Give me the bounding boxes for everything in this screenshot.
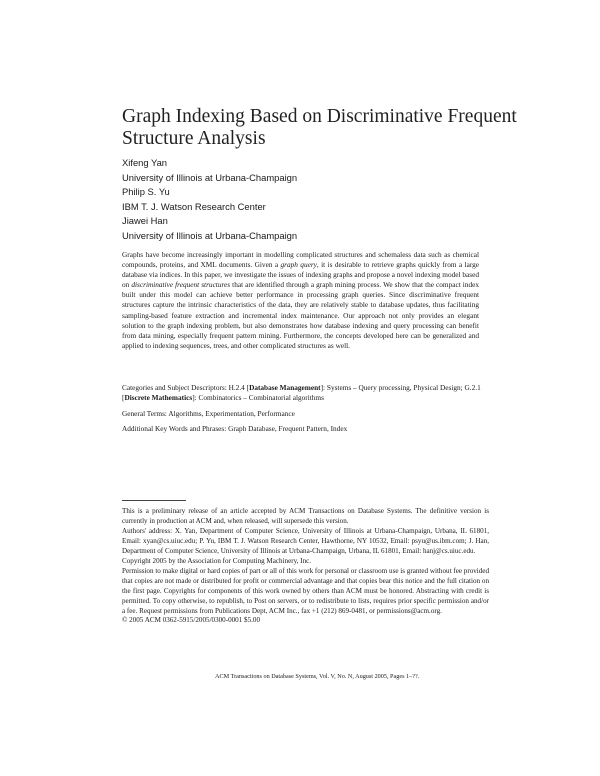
- author-name: Jiawei Han: [122, 215, 168, 227]
- author-name: Xifeng Yan: [122, 157, 168, 168]
- footnote-divider: [122, 500, 186, 501]
- running-footer: ACM Transactions on Database Systems, Vol. V, No. N, August 2005, Pages 1–??.: [215, 673, 420, 680]
- author-affiliation: University of Illinois at Urbana-Champaign: [122, 171, 298, 183]
- descriptor-text: ]: Combinatorics – Combinatorial algorithms: [192, 393, 324, 403]
- abstract-text: that are identified through a graph mining process. We show that the compact index built under this model can achieve better performance in processing graph queries. Since discriminative frequent structures capture the intrinsic characteristics of the data, they are relatively stable to database updates, thus facilitating sampling-based feature extraction and incremental index maintenance. Our approach not only provides an elegant solution to the graph indexing problem, but also demonstrates how database indexing and query processing can benefit from data mining, especially frequent pattern mining. Furthermore, the concepts developed here can be generalized and applied to indexing sequences, trees, and other complicated structures as well.: [122, 280, 480, 350]
- copyright-line: Copyright 2005 by the Association for Computing Machinery, Inc.: [122, 556, 312, 565]
- descriptor-bold: Database Management: [249, 383, 321, 392]
- general-terms: [122, 409, 492, 419]
- footnote: [122, 507, 489, 626]
- descriptor-text: Categories and Subject Descriptors: H.2.4 [: [122, 383, 250, 392]
- author-affiliation: IBM T. J. Watson Research Center: [122, 200, 266, 212]
- descriptor-bold: Discrete Mathematics: [124, 393, 193, 403]
- author-name: Philip S. Yu: [122, 186, 170, 198]
- author-block: [122, 156, 522, 244]
- general-terms-text: General Terms: Algorithms, Experimentation, Performance: [122, 409, 295, 418]
- abstract-emphasis: graph query: [280, 260, 317, 270]
- abstract-text: , it is desirable to retrieve graphs quickly from a large database via indices. In this paper, we investigate the issues of indexing graphs and propose a novel indexing model based on: [122, 260, 480, 290]
- abstract-emphasis: discriminative frequent structures: [131, 280, 231, 290]
- descriptor-text: ]: Systems – Query processing, Physical Design; G.2.1 [: [122, 383, 481, 403]
- subject-descriptors: [122, 383, 492, 403]
- authors-address: Authors' address: X. Yan, Department of Computer Science, University of Illinois at Urbana-Champaign, Urbana, IL 61801, Email: xyan@cs.uiuc.edu; P. Yu, IBM T. J. Watson Research Center, Hawthorne, NY 10532, Email: psyu@us.ibm.com; J. Han, Department of Computer Science, University of Illinois at Urbana-Champaign, Urbana, IL 61801, Email: hanj@cs.uiuc.edu.: [122, 526, 489, 555]
- permission-notice: Permission to make digital or hard copies of part or all of this work for personal or classroom use is granted without fee provided that copies are not made or distributed for profit or commercial advantage and that copies bear this notice and the full citation on the first page. Copyrights for components of this work owned by others than ACM must be honored. Abstracting with credit is permitted. To copy otherwise, to republish, to Post on servers, or to redistribute to lists, requires prior specific permission and/or a fee. Request permissions from Publications Dept, ACM Inc., fax +1 (212) 869-0481, or permissions@acm.org.: [122, 566, 489, 615]
- issn-line: © 2005 ACM 0362-5915/2005/0300-0001 $5.00: [122, 616, 261, 625]
- paper-title: Graph Indexing Based on Discriminative Frequent Structure Analysis: [122, 106, 517, 149]
- author-affiliation: University of Illinois at Urbana-Champaign: [122, 229, 298, 241]
- abstract: [122, 250, 479, 351]
- release-note: This is a preliminary release of an article accepted by ACM Transactions on Database Systems. The definitive version is currently in production at ACM and, when released, will supersede this version.: [122, 507, 489, 525]
- abstract-text: Graphs have become increasingly important in modelling complicated structures and schemaless data such as chemical compounds, proteins, and XML documents. Given a: [122, 250, 479, 270]
- keywords: [122, 424, 492, 434]
- keywords-text: Additional Key Words and Phrases: Graph Database, Frequent Pattern, Index: [122, 424, 348, 433]
